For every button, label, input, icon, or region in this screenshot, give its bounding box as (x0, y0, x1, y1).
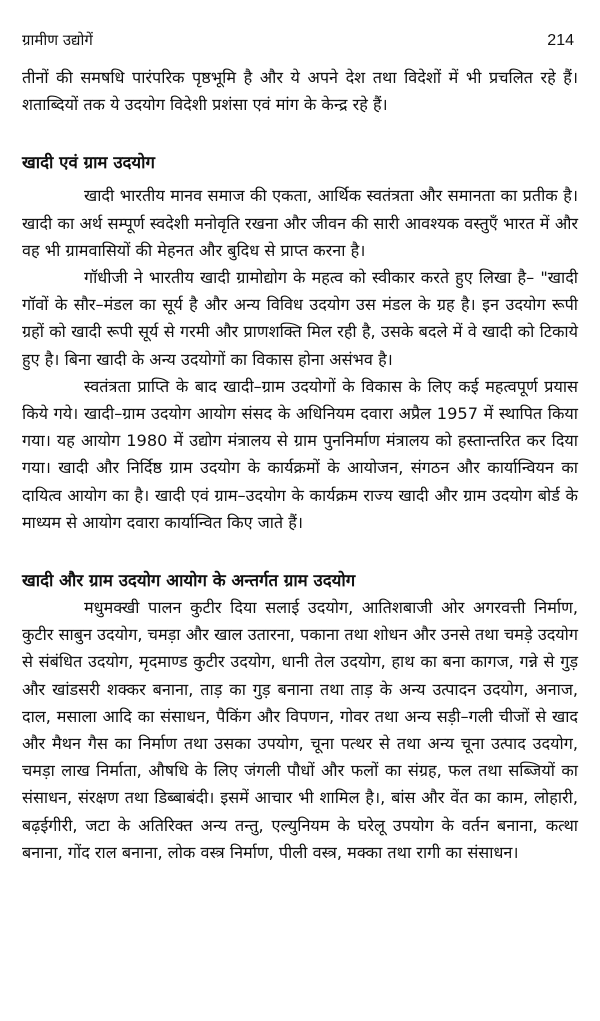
section-heading-khadi: खादी एवं ग्राम उदयोग (22, 152, 155, 173)
spacer (22, 536, 578, 566)
running-header (22, 30, 578, 64)
paragraph-commission-history: स्वतंत्रता प्राप्ति के बाद खादी–ग्राम उदयोगों के विकास के लिए कई महत्वपूर्ण प्रयास किये गये। खादी–ग्राम उदयोग आयोग संसद के अधिनियम दवारा अप्रैल 1957 में स्थापित किया गया। यह आयोग 1980 में उद्योग मंत्रालय से ग्राम पुननिर्माण मंत्रालय को हस्तान्तरित कर दिया गया। खादी और निर्दिष्ठ ग्राम उदयोग के कार्यक्रमों के आयोजन, संगठन और कार्यान्वियन का दायित्व आयोग का है। खादी एवं ग्राम–उदयोग के कार्यक्रम राज्य खादी और ग्राम उदयोग बोर्ड के माध्यम से आयोग दवारा कार्यान्वित किए जाते हैं। (22, 376, 578, 532)
section-heading-village-industries: खादी और ग्राम उदयोग आयोग के अन्तर्गत ग्राम उदयोग (22, 570, 356, 591)
chapter-title: ग्रामीण उद्योगें (22, 31, 93, 49)
paragraph-khadi-symbol: खादी भारतीय मानव समाज की एकता, आर्थिक स्वतंत्रता और समानता का प्रतीक है। खादी का अर्थ सम्पूर्ण स्वदेशी मनोवृति रखना और जीवन की सारी आवश्यक वस्तुएँ भारत में और वह भी ग्रामवासियों की मेहनत और बुदिध से प्राप्त करना है। (22, 186, 578, 260)
paragraph-industries-list: मधुमक्खी पालन कुटीर दिया सलाई उदयोग, आतिशबाजी ओर अगरवत्ती निर्माण, कुटीर साबुन उदयोग, चमड़ा और खाल उतारना, पकाना तथा शोधन और उनसे तथा चमड़े उदयोग से संबंधित उदयोग, मृदमाण्ड कुटीर उदयोग, धानी तेल उदयोग, हाथ का बना कागज, गन्ने से गुड़ और खांडसरी शक्कर बनाना, ताड़ का गुड़ बनाना तथा ताड़ के अन्य उत्पादन उदयोग, अनाज, दाल, मसाला आदि का संसाधन, पैकिंग और विपणन, गोवर तथा अन्य सड़ी–गली चीजों से खाद और मैथन गैस का निर्माण तथा उसका उपयोग, चूना पत्थर से तथा अन्य चूना उत्पाद उदयोग, चमड़ा लाख निर्माता, औषधि के लिए जंगली पौधों और फलों का संग्रह, फल तथा सब्जियों का संसाधन, संरक्षण तथा डिब्बाबंदी। इसमें आचार भी शामिल है।, बांस और वेंत का काम, लोहारी, बढ़ईगीरी, जटा के अतिरिक्त अन्य तन्तु, एल्युनियम के घरेलू उपयोग के वर्तन बनाना, कत्था बनाना, गोंद राल बनाना, लोक वस्त्र निर्माण, पीली वस्त्र, मक्का तथा रागी का संसाधन। (22, 598, 578, 862)
intro-paragraph: तीनों की समषधि पारंपरिक पृष्ठभूमि है और ये अपने देश तथा विदेशों में भी प्रचलित रहे हैं। शताब्दियों तक ये उदयोग विदेशी प्रशंसा एवं मांग के केन्द्र रहे हैं। (22, 68, 578, 115)
spacer (22, 118, 578, 148)
paragraph-gandhi-quote: गॉधीजी ने भारतीय खादी ग्रामोद्योग के महत्व को स्वीकार करते हुए लिखा है– "खादी गॉवों के सौर–मंडल का सूर्य है और अन्य विविध उदयोग उस मंडल के ग्रह है। इन उदयोग रूपी ग्रहों को खादी रूपी सूर्य से गरमी और प्राणशक्ति मिल रही है, उसके बदले में वे खादी को टिकाये हुए है। बिना खादी के अन्य उदयोगों का विकास होना असंभव है। (22, 268, 578, 369)
page-number: 214 (547, 32, 574, 49)
